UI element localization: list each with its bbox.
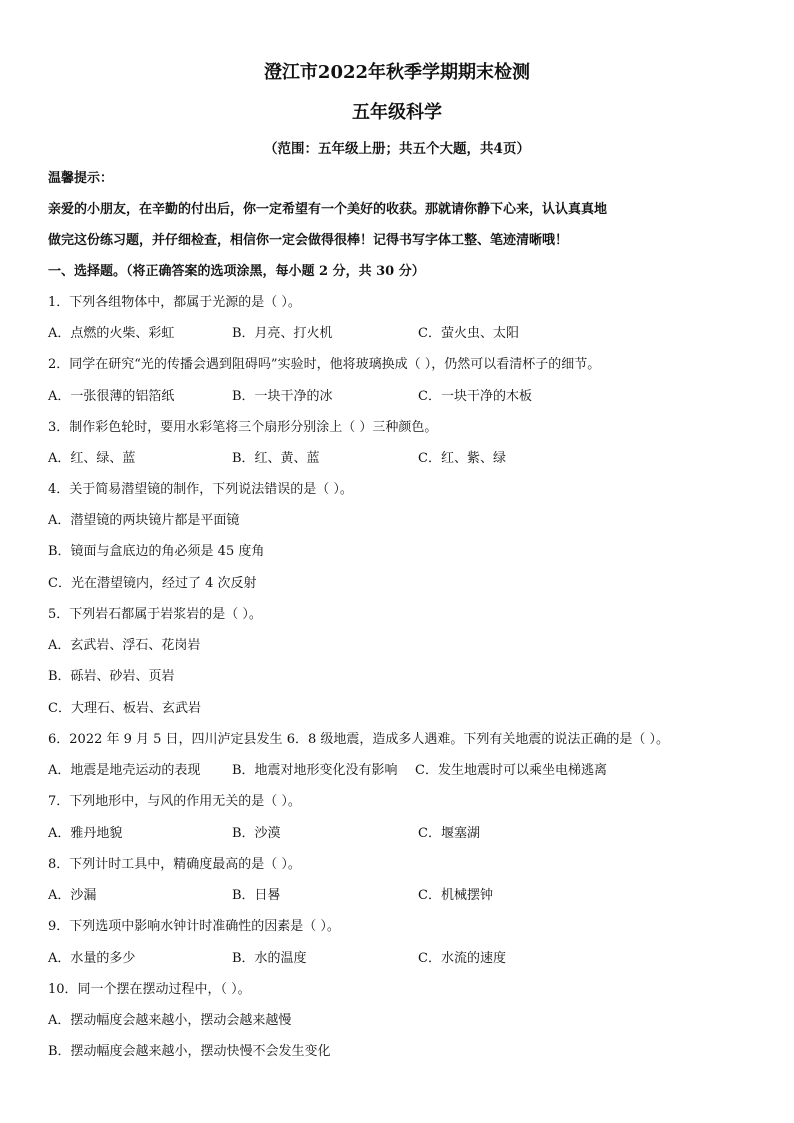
tips-heading: 温馨提示： [48, 171, 114, 186]
option-a: A．一张很薄的铝箔纸 [48, 389, 175, 404]
option-b: B．红、黄、蓝 [232, 451, 320, 466]
option-a: A．雅丹地貌 [48, 826, 123, 841]
question-stem: 4．关于简易潜望镜的制作，下列说法错误的是（ ）。 [48, 482, 353, 497]
option-a: A．摆动幅度会越来越小，摆动会越来越慢 [48, 1013, 292, 1028]
question-stem: 7．下列地形中，与风的作用无关的是（ ）。 [48, 794, 301, 809]
option-c: C．堰塞湖 [418, 826, 480, 841]
option-c: C．萤火虫、太阳 [418, 326, 519, 341]
option-b: B．月亮、打火机 [232, 326, 333, 341]
option-b: B．日晷 [232, 888, 281, 903]
question-stem: 9．下列选项中影响水钟计时准确性的因素是（ ）。 [48, 919, 340, 934]
option-b: B．水的温度 [232, 951, 307, 966]
question-stem: 6．2022 年 9 月 5 日，四川泸定县发生 6．8 级地震，造成多人遇难。下列有关地震的说法正确的是（ ）。 [48, 732, 669, 747]
tips-line-1: 亲爱的小朋友，在辛勤的付出后，你一定希望有一个美好的收获。那就请你静下心来，认认真真地 [48, 202, 608, 217]
question-stem: 10．同一个摆在摆动过程中，（ ）。 [48, 982, 251, 997]
option-c: C．红、紫、绿 [418, 451, 506, 466]
option-b: B．地震对地形变化没有影响 [232, 763, 398, 778]
option-c: C．发生地震时可以乘坐电梯逃离 [415, 763, 607, 778]
question-stem: 5．下列岩石都属于岩浆岩的是（ ）。 [48, 607, 262, 622]
option-b: B．沙漠 [232, 826, 281, 841]
option-a: A．水量的多少 [48, 951, 136, 966]
option-b: B．镜面与盒底边的角必须是 45 度角 [48, 544, 265, 559]
option-c: C．机械摆钟 [418, 888, 493, 903]
option-c: C．一块干净的木板 [418, 389, 532, 404]
exam-title: 澄江市2022年秋季学期期末检测 [263, 62, 531, 83]
question-stem: 3．制作彩色轮时，要用水彩笔将三个扇形分别涂上（ ）三种颜色。 [48, 420, 438, 435]
option-a: A．潜望镜的两块镜片都是平面镜 [48, 513, 240, 528]
option-c: C．大理石、板岩、玄武岩 [48, 701, 201, 716]
option-a: A．玄武岩、浮石、花岗岩 [48, 638, 201, 653]
option-c: C．光在潜望镜内，经过了 4 次反射 [48, 576, 257, 591]
exam-subject: 五年级科学 [352, 102, 442, 123]
option-a: A．沙漏 [48, 888, 97, 903]
option-a: A．点燃的火柴、彩虹 [48, 326, 175, 341]
option-a: A．红、绿、蓝 [48, 451, 136, 466]
option-b: B．一块干净的冰 [232, 389, 333, 404]
exam-scope: （范围：五年级上册；共五个大题，共4页） [264, 141, 530, 157]
option-b: B．砾岩、砂岩、页岩 [48, 669, 175, 684]
option-c: C．水流的速度 [418, 951, 506, 966]
section-1-heading: 一、选择题。（将正确答案的选项涂黑，每小题 2 分，共 30 分） [48, 264, 425, 279]
option-a: A．地震是地壳运动的表现 [48, 763, 201, 778]
question-stem: 2．同学在研究“光的传播会遇到阻碍吗”实验时，他将玻璃换成（ ），仍然可以看清杯子的细节。 [48, 357, 601, 372]
question-stem: 8．下列计时工具中，精确度最高的是（ ）。 [48, 857, 301, 872]
tips-line-2: 做完这份练习题，并仔细检查，相信你一定会做得很棒！记得书写字体工整、笔迹清晰哦！ [48, 233, 569, 248]
question-stem: 1．下列各组物体中，都属于光源的是（ ）。 [48, 295, 301, 310]
option-b: B．摆动幅度会越来越小，摆动快慢不会发生变化 [48, 1044, 331, 1059]
